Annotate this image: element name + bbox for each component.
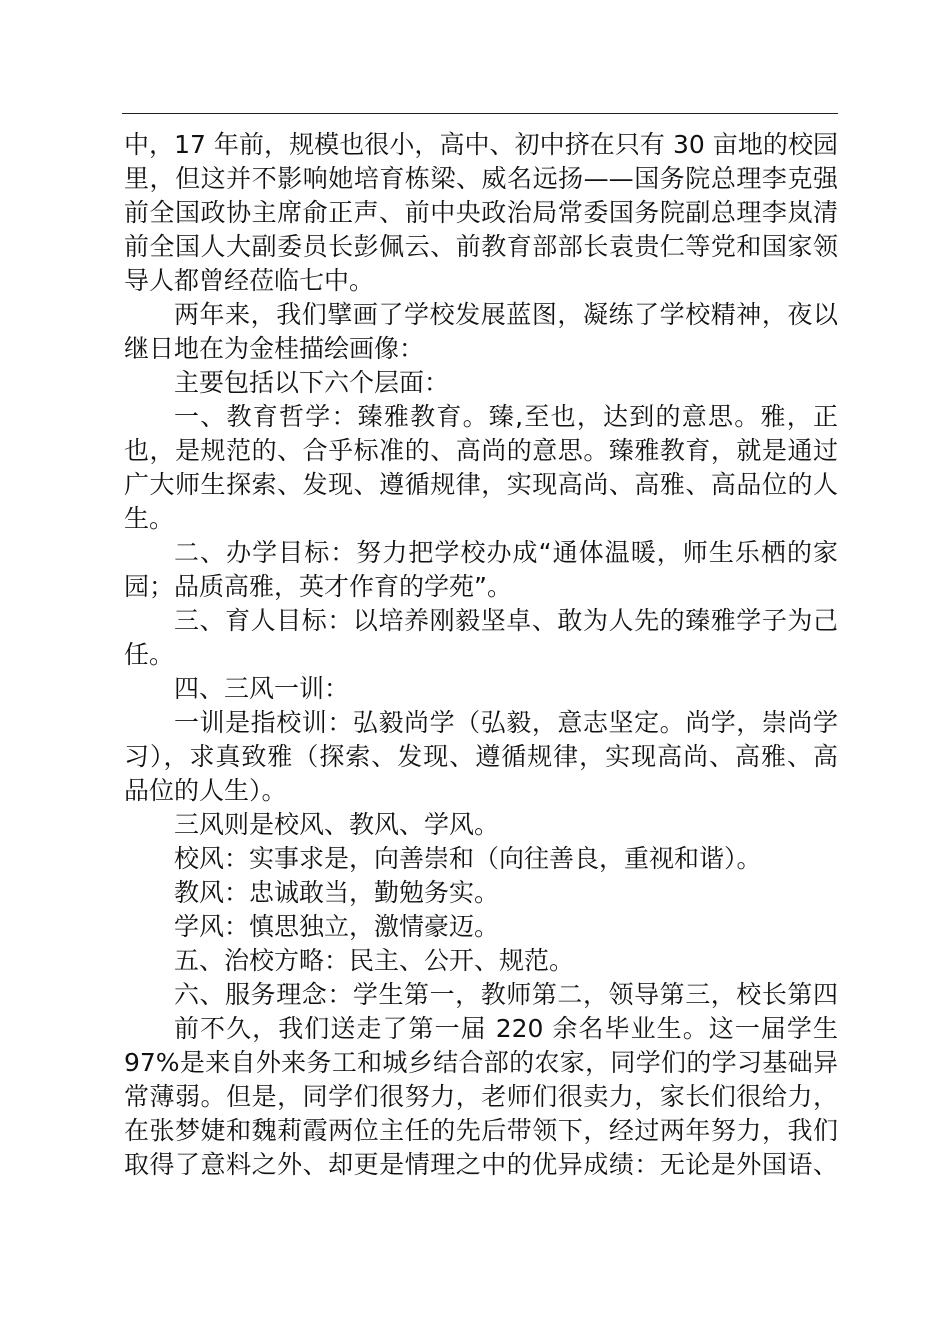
text-line: 广大师生探索、发现、遵循规律，实现高尚、高雅、高品位的人 xyxy=(124,470,838,499)
text-line: 常薄弱。但是，同学们很努力，老师们很卖力，家长们很给力， xyxy=(124,1082,838,1111)
text-line: 里，但这并不影响她培育栋梁、威名远扬——国务院总理李克强 xyxy=(124,164,838,193)
text-line: 品位的人生）。 xyxy=(124,776,287,805)
text-line: 两年来，我们擘画了学校发展蓝图，凝练了学校精神，夜以 xyxy=(174,300,838,329)
text-line: 三、育人目标：以培养刚毅坚卓、敢为人先的臻雅学子为己 xyxy=(174,606,838,635)
text-line: 中，17 年前，规模也很小，高中、初中挤在只有 30 亩地的校园 xyxy=(124,130,838,159)
header-rule xyxy=(122,113,838,114)
text-line: 导人都曾经莅临七中。 xyxy=(124,266,375,295)
text-line: 园；品质高雅，英才作育的学苑”。 xyxy=(124,572,512,601)
text-line: 生。 xyxy=(124,504,175,533)
text-line: 一、教育哲学：臻雅教育。臻,至也，达到的意思。雅，正 xyxy=(174,402,838,431)
text-line: 学风：慎思独立，激情豪迈。 xyxy=(174,912,500,941)
document-body xyxy=(124,128,838,1182)
text-line: 前全国人大副委员长彭佩云、前教育部部长袁贵仁等党和国家领 xyxy=(124,232,838,261)
text-line: 习），求真致雅（探索、发现、遵循规律，实现高尚、高雅、高 xyxy=(124,742,838,771)
text-line: 六、服务理念：学生第一，教师第二，领导第三，校长第四 xyxy=(174,980,838,1009)
text-line: 五、治校方略：民主、公开、规范。 xyxy=(174,946,575,975)
text-line: 教风：忠诚敢当，勤勉务实。 xyxy=(174,878,500,907)
text-line: 三风则是校风、教风、学风。 xyxy=(174,810,500,839)
text-line: 任。 xyxy=(124,640,175,669)
text-line: 继日地在为金桂描绘画像： xyxy=(124,334,425,363)
text-line: 前不久，我们送走了第一届 220 余名毕业生。这一届学生 xyxy=(174,1014,838,1043)
text-line: 主要包括以下六个层面： xyxy=(174,368,450,397)
text-line: 一训是指校训：弘毅尚学（弘毅，意志坚定。尚学，崇尚学 xyxy=(174,708,838,737)
text-line: 校风：实事求是，向善崇和（向往善良，重视和谐）。 xyxy=(174,844,762,873)
text-line: 四、三风一训： xyxy=(174,674,350,703)
text-line: 二、办学目标：努力把学校办成“通体温暖，师生乐栖的家 xyxy=(174,538,838,567)
text-line: 在张梦婕和魏莉霞两位主任的先后带领下，经过两年努力，我们 xyxy=(124,1116,838,1145)
text-line: 也，是规范的、合乎标准的、高尚的意思。臻雅教育，就是通过 xyxy=(124,436,838,465)
text-line: 取得了意料之外、却更是情理之中的优异成绩：无论是外国语、 xyxy=(124,1150,838,1179)
text-line: 97%是来自外来务工和城乡结合部的农家，同学们的学习基础异 xyxy=(124,1048,838,1077)
text-line: 前全国政协主席俞正声、前中央政治局常委国务院副总理李岚清 xyxy=(124,198,838,227)
